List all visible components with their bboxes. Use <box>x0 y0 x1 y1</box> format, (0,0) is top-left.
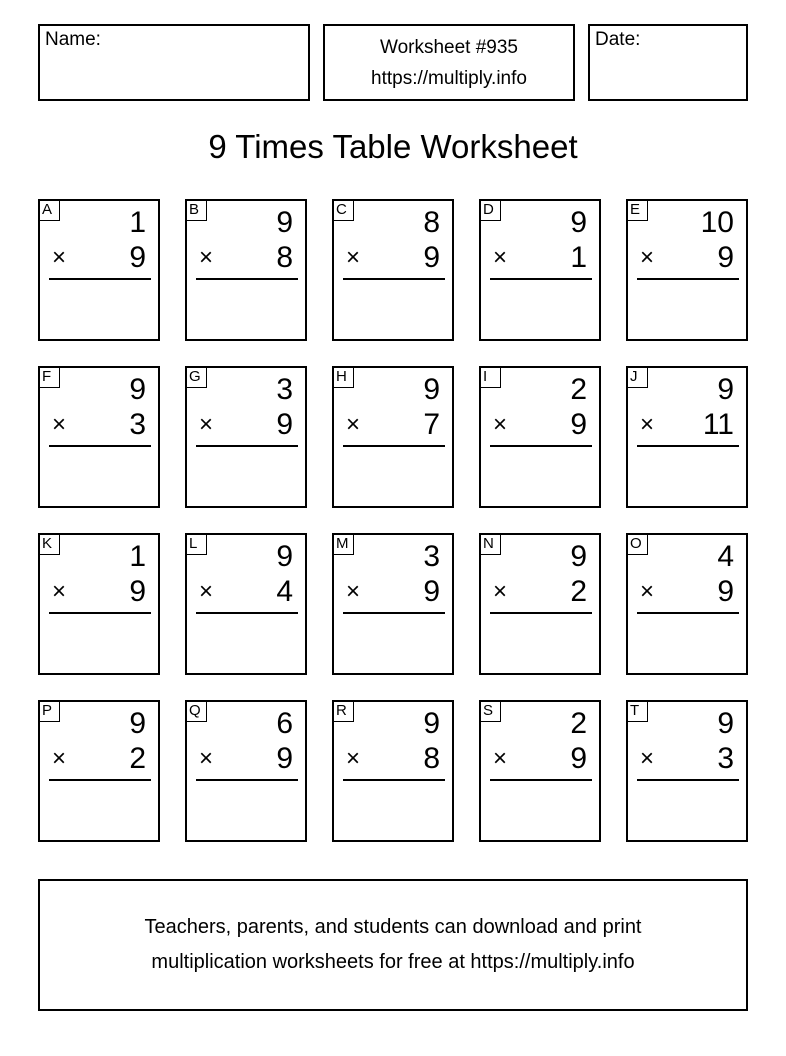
multiply-symbol: × <box>493 411 508 438</box>
answer-line <box>490 445 592 447</box>
multiplier: 9 <box>276 742 293 775</box>
multiplicand: 9 <box>423 373 440 406</box>
answer-line <box>637 278 739 280</box>
problem-card[interactable] <box>479 199 601 341</box>
footer-text-line-1: Teachers, parents, and students can download and print <box>144 916 642 938</box>
problem-card[interactable] <box>185 700 307 842</box>
answer-line <box>49 779 151 781</box>
multiplicand: 9 <box>717 373 734 406</box>
multiplier: 8 <box>276 241 293 274</box>
problem-card[interactable] <box>332 366 454 508</box>
problem-letter: D <box>479 199 501 221</box>
answer-line <box>637 612 739 614</box>
answer-line <box>490 278 592 280</box>
problem-card[interactable] <box>38 533 160 675</box>
problem-card[interactable] <box>479 366 601 508</box>
multiplicand: 10 <box>700 206 734 239</box>
multiplicand: 9 <box>423 707 440 740</box>
problem-card[interactable] <box>626 700 748 842</box>
problem-letter: T <box>626 700 648 722</box>
problem-letter: B <box>185 199 207 221</box>
problem-letter: N <box>479 533 501 555</box>
problem-letter: G <box>185 366 207 388</box>
multiplicand: 3 <box>423 540 440 573</box>
problem-letter: F <box>38 366 60 388</box>
multiply-symbol: × <box>346 244 361 271</box>
worksheet-info-box <box>323 24 575 101</box>
multiplicand: 8 <box>423 206 440 239</box>
multiplier: 8 <box>423 742 440 775</box>
multiplier: 9 <box>717 575 734 608</box>
problem-letter: L <box>185 533 207 555</box>
multiply-symbol: × <box>346 411 361 438</box>
multiplicand: 9 <box>570 206 587 239</box>
answer-line <box>196 612 298 614</box>
multiplicand: 9 <box>129 373 146 406</box>
multiplier: 2 <box>570 575 587 608</box>
multiplier: 9 <box>129 575 146 608</box>
answer-line <box>196 445 298 447</box>
multiplicand: 3 <box>276 373 293 406</box>
multiply-symbol: × <box>346 578 361 605</box>
multiplier: 2 <box>129 742 146 775</box>
multiplier: 9 <box>570 408 587 441</box>
multiply-symbol: × <box>640 411 655 438</box>
multiplicand: 9 <box>129 707 146 740</box>
answer-line <box>49 612 151 614</box>
multiplicand: 2 <box>570 373 587 406</box>
problem-card[interactable] <box>185 199 307 341</box>
multiplier: 11 <box>702 408 734 441</box>
problem-letter: Q <box>185 700 207 722</box>
multiplicand: 9 <box>717 707 734 740</box>
multiplicand: 2 <box>570 707 587 740</box>
answer-line <box>637 779 739 781</box>
problem-letter: O <box>626 533 648 555</box>
problem-card[interactable] <box>332 700 454 842</box>
problem-card[interactable] <box>626 366 748 508</box>
problem-letter: E <box>626 199 648 221</box>
name-field-box[interactable] <box>38 24 310 101</box>
problem-card[interactable] <box>332 199 454 341</box>
multiply-symbol: × <box>640 745 655 772</box>
problem-card[interactable] <box>38 700 160 842</box>
problem-card[interactable] <box>185 366 307 508</box>
multiply-symbol: × <box>199 745 214 772</box>
problem-card[interactable] <box>38 199 160 341</box>
multiply-symbol: × <box>640 578 655 605</box>
multiplier: 9 <box>570 742 587 775</box>
multiplicand: 9 <box>276 540 293 573</box>
name-label: Name: <box>45 29 101 50</box>
problem-letter: H <box>332 366 354 388</box>
problem-letter: A <box>38 199 60 221</box>
problem-card[interactable] <box>479 700 601 842</box>
multiplier: 3 <box>129 408 146 441</box>
problem-letter: R <box>332 700 354 722</box>
answer-line <box>490 612 592 614</box>
multiplicand: 1 <box>129 540 146 573</box>
answer-line <box>490 779 592 781</box>
problem-card[interactable] <box>332 533 454 675</box>
answer-line <box>637 445 739 447</box>
footer-text-line-2: multiplication worksheets for free at https://multiply.info <box>151 951 635 973</box>
multiplicand: 6 <box>276 707 293 740</box>
answer-line <box>196 779 298 781</box>
multiply-symbol: × <box>493 745 508 772</box>
date-label: Date: <box>595 29 641 50</box>
multiply-symbol: × <box>199 411 214 438</box>
multiplier: 9 <box>276 408 293 441</box>
worksheet-number: Worksheet #935 <box>379 37 518 58</box>
multiply-symbol: × <box>52 578 67 605</box>
multiply-symbol: × <box>640 244 655 271</box>
multiply-symbol: × <box>52 244 67 271</box>
answer-line <box>343 278 445 280</box>
multiplier: 9 <box>717 241 734 274</box>
problem-card[interactable] <box>626 533 748 675</box>
answer-line <box>49 278 151 280</box>
answer-line <box>343 779 445 781</box>
answer-line <box>343 612 445 614</box>
page-title: 9 Times Table Worksheet <box>208 128 578 165</box>
multiply-symbol: × <box>493 578 508 605</box>
multiply-symbol: × <box>493 244 508 271</box>
problem-card[interactable] <box>185 533 307 675</box>
multiplicand: 9 <box>570 540 587 573</box>
multiply-symbol: × <box>52 745 67 772</box>
problem-letter: J <box>626 366 648 388</box>
worksheet-url: https://multiply.info <box>371 68 527 89</box>
multiply-symbol: × <box>199 578 214 605</box>
multiplicand: 1 <box>129 206 146 239</box>
date-field-box[interactable] <box>588 24 748 101</box>
multiply-symbol: × <box>346 745 361 772</box>
problem-letter: C <box>332 199 354 221</box>
problem-letter: K <box>38 533 60 555</box>
answer-line <box>49 445 151 447</box>
problem-letter: P <box>38 700 60 722</box>
multiplier: 1 <box>570 241 587 274</box>
multiplicand: 4 <box>717 540 734 573</box>
answer-line <box>343 445 445 447</box>
answer-line <box>196 278 298 280</box>
multiplier: 7 <box>423 408 440 441</box>
multiply-symbol: × <box>199 244 214 271</box>
multiplicand: 9 <box>276 206 293 239</box>
problem-letter: I <box>479 366 501 388</box>
footer-box <box>38 879 748 1011</box>
multiply-symbol: × <box>52 411 67 438</box>
problem-card[interactable] <box>479 533 601 675</box>
multiplier: 9 <box>423 575 440 608</box>
multiplier: 9 <box>129 241 146 274</box>
multiplier: 3 <box>717 742 734 775</box>
problem-card[interactable] <box>38 366 160 508</box>
problem-card[interactable] <box>626 199 748 341</box>
multiplier: 9 <box>423 241 440 274</box>
multiplier: 4 <box>276 575 293 608</box>
problem-letter: M <box>332 533 354 555</box>
problem-letter: S <box>479 700 501 722</box>
